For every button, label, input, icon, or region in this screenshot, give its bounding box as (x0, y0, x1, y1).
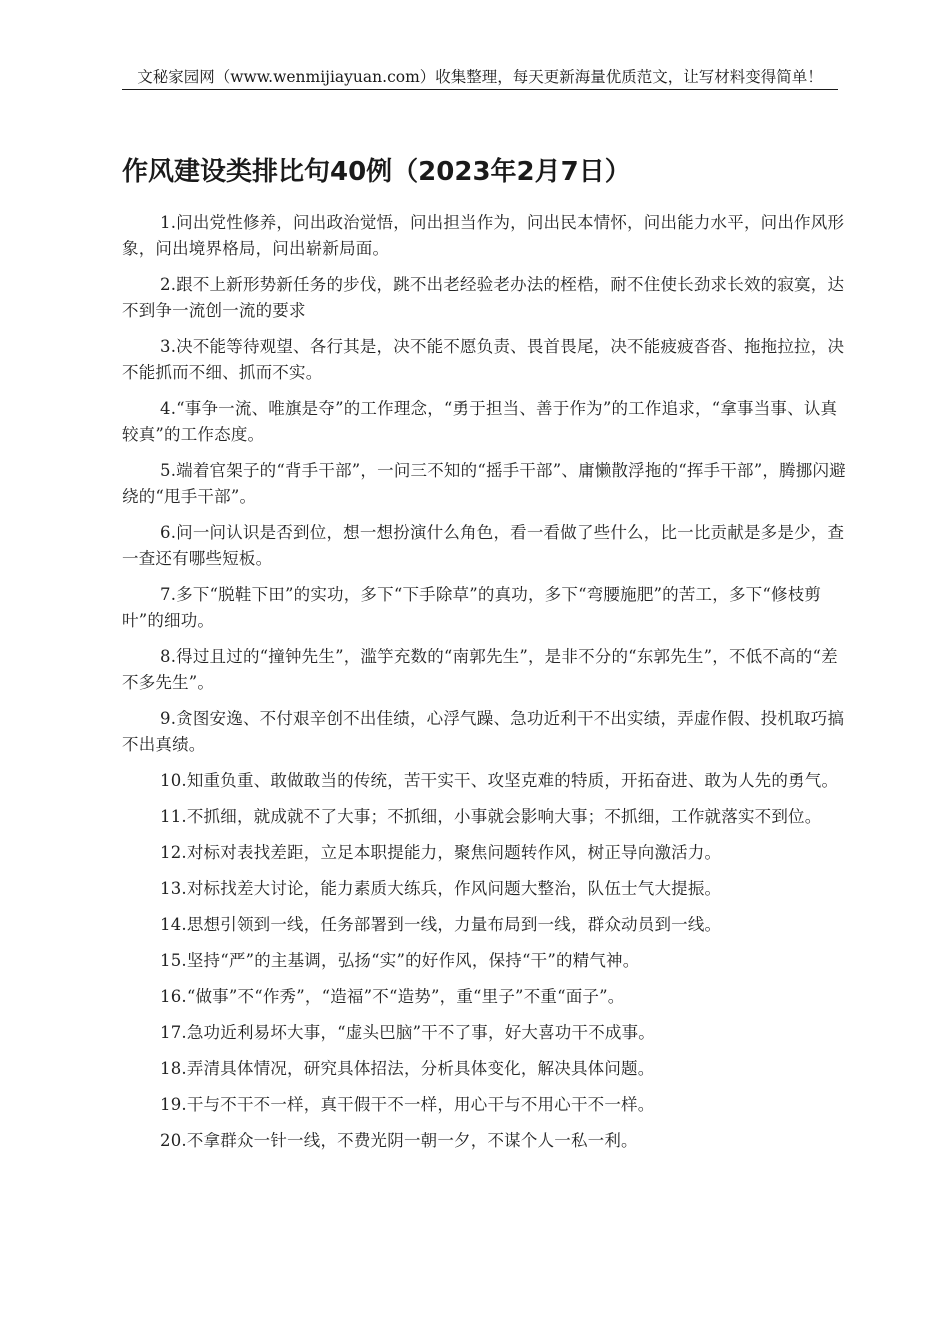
paragraph-17: 17.急功近利易坏大事，“虚头巴脑”干不了事，好大喜功干不成事。 (160, 1023, 656, 1042)
paragraph-9: 9.贪图安逸、不付艰辛创不出佳绩，心浮气躁、急功近利干不出实绩，弄虚作假、投机取巧搞不出真绩。 (122, 709, 845, 754)
page-header: 文秘家园网（www.wenmijiayuan.com）收集整理，每天更新海量优质范文，让写材料变得简单！ (122, 66, 838, 90)
paragraph-8: 8.得过且过的“撞钟先生”，滥竽充数的“南郭先生”，是非不分的“东郭先生”，不低不高的“差不多先生”。 (122, 647, 838, 692)
paragraph-10: 10.知重负重、敢做敢当的传统，苦干实干、攻坚克难的特质，开拓奋进、敢为人先的勇气。 (160, 771, 839, 790)
paragraph-14: 14.思想引领到一线，任务部署到一线，力量布局到一线，群众动员到一线。 (160, 915, 722, 934)
paragraph-16: 16.“做事”不“作秀”，“造福”不“造势”，重“里子”不重“面子”。 (160, 987, 625, 1006)
paragraph-12: 12.对标对表找差距，立足本职提能力，聚焦问题转作风，树正导向激活力。 (160, 843, 722, 862)
paragraph-6: 6.问一问认识是否到位，想一想扮演什么角色，看一看做了些什么，比一比贡献是多是少，查一查还有哪些短板。 (122, 523, 845, 568)
paragraph-3: 3.决不能等待观望、各行其是，决不能不愿负责、畏首畏尾，决不能疲疲沓沓、拖拖拉拉，决不能抓而不细、抓而不实。 (122, 337, 845, 382)
paragraph-20: 20.不拿群众一针一线，不费光阴一朝一夕，不谋个人一私一利。 (160, 1131, 638, 1150)
paragraph-11: 11.不抓细，就成就不了大事；不抓细，小事就会影响大事；不抓细，工作就落实不到位。 (160, 807, 822, 826)
paragraph-1: 1.问出党性修养，问出政治觉悟，问出担当作为，问出民本情怀，问出能力水平，问出作风形象，问出境界格局，问出崭新局面。 (122, 213, 845, 258)
paragraph-5: 5.端着官架子的“背手干部”，一问三不知的“摇手干部”、庸懒散浮拖的“挥手干部”，腾挪闪避绕的“甩手干部”。 (122, 461, 846, 506)
paragraph-13: 13.对标找差大讨论，能力素质大练兵，作风问题大整治，队伍士气大提振。 (160, 879, 722, 898)
paragraph-19: 19.干与不干不一样，真干假干不一样，用心干与不用心干不一样。 (160, 1095, 655, 1114)
paragraph-18: 18.弄清具体情况，研究具体招法，分析具体变化，解决具体问题。 (160, 1059, 655, 1078)
paragraph-2: 2.跟不上新形势新任务的步伐，跳不出老经验老办法的桎梏，耐不住使长劲求长效的寂寞，达不到争一流创一流的要求 (122, 275, 845, 320)
document-body (122, 210, 846, 1164)
paragraph-7: 7.多下“脱鞋下田”的实功，多下“下手除草”的真功，多下“弯腰施肥”的苦工，多下“修枝剪叶”的细功。 (122, 585, 822, 630)
paragraph-4: 4.“事争一流、唯旗是夺”的工作理念，“勇于担当、善于作为”的工作追求，“拿事当事、认真较真”的工作态度。 (122, 399, 838, 444)
paragraph-15: 15.坚持“严”的主基调，弘扬“实”的好作风，保持“干”的精气神。 (160, 951, 640, 970)
document-title: 作风建设类排比句40例（2023年2月7日） (122, 157, 631, 187)
